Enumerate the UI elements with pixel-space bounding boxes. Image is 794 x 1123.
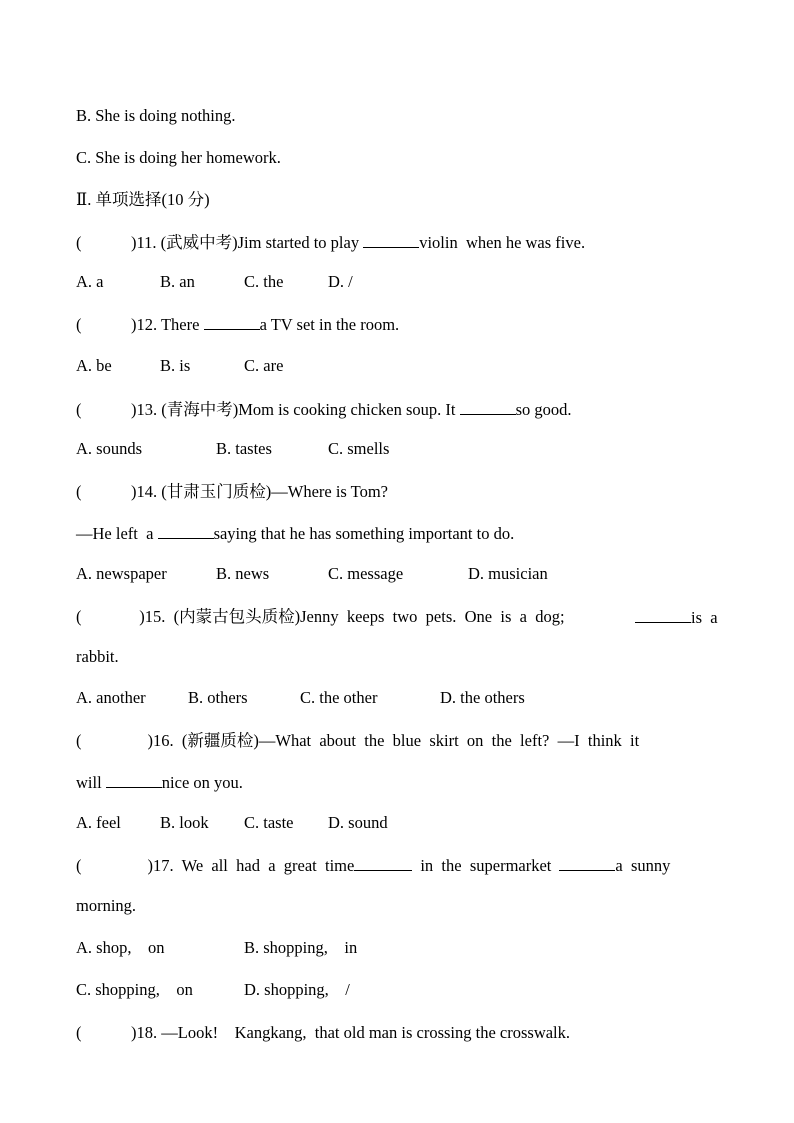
question-text: nice on you.	[161, 773, 243, 792]
answer-blank[interactable]	[363, 232, 419, 248]
option: C. shopping, on	[76, 980, 193, 999]
question-16	[76, 731, 639, 751]
option-b-text: B. She is doing nothing.	[76, 106, 236, 125]
question-text: a sunny	[615, 856, 671, 875]
answer-paren[interactable]: ( )	[76, 482, 137, 501]
option: B. look	[160, 813, 209, 832]
answer-paren[interactable]: ( )	[76, 731, 153, 750]
option: B. others	[188, 688, 248, 707]
question-text: 15. (内蒙古包头质检)Jenny keeps two pets. One is a dog;	[144, 607, 565, 626]
answer-blank[interactable]	[158, 523, 214, 539]
answer-paren[interactable]: ( )	[76, 315, 137, 334]
answer-blank[interactable]	[204, 314, 260, 330]
question-text: will	[76, 773, 106, 792]
option: C. the	[244, 272, 284, 291]
answer-paren[interactable]: ( )	[76, 1023, 137, 1042]
question-text: —He left a	[76, 524, 158, 543]
option: A. shop, on	[76, 938, 165, 957]
option: A. feel	[76, 813, 121, 832]
answer-paren[interactable]: ( )	[76, 856, 153, 875]
question-text: 16. (新疆质检)—What about the blue skirt on the left? —I think it	[153, 731, 640, 750]
question-text: 18. —Look! Kangkang, that old man is crossing the crosswalk.	[136, 1023, 571, 1042]
question-15	[76, 607, 718, 627]
question-13	[76, 399, 572, 420]
question-text: 13. (青海中考)Mom is cooking chicken soup. It	[136, 400, 460, 419]
answer-blank[interactable]	[354, 855, 412, 871]
answer-paren[interactable]: ( )	[76, 400, 137, 419]
option: A. another	[76, 688, 146, 707]
option: A. sounds	[76, 439, 143, 458]
question-16-cont	[76, 772, 243, 793]
option: B. news	[216, 564, 270, 583]
question-text: so good.	[515, 400, 572, 419]
option: B. an	[160, 272, 195, 291]
answer-paren[interactable]: ( )	[76, 607, 145, 626]
question-15-cont: rabbit.	[76, 647, 119, 666]
question-11	[76, 232, 585, 253]
question-text: violin when he was five.	[419, 233, 586, 252]
option: B. shopping, in	[244, 938, 358, 957]
answer-blank[interactable]	[559, 855, 615, 871]
question-text: 12. There	[136, 315, 204, 334]
option: C. message	[328, 564, 404, 583]
option: D. sound	[328, 813, 388, 832]
question-12	[76, 314, 399, 335]
section-heading: Ⅱ. 单项选择(10 分)	[76, 190, 210, 209]
question-text: 17. We all had a great time	[153, 856, 355, 875]
answer-blank[interactable]	[635, 607, 691, 623]
option: C. taste	[244, 813, 294, 832]
question-text: 14. (甘肃玉门质检)—Where is Tom?	[136, 482, 388, 501]
question-17	[76, 855, 670, 876]
question-text: saying that he has something important to do.	[213, 524, 515, 543]
option: D. /	[328, 272, 353, 291]
option: A. newspaper	[76, 564, 167, 583]
question-14	[76, 482, 388, 502]
question-text: is a	[691, 608, 718, 627]
option: B. tastes	[216, 439, 272, 458]
question-17-cont: morning.	[76, 896, 137, 915]
question-text: a TV set in the room.	[259, 315, 400, 334]
option-c-text: C. She is doing her homework.	[76, 148, 281, 167]
option: D. musician	[468, 564, 548, 583]
option: A. a	[76, 272, 104, 291]
question-14-cont	[76, 523, 514, 544]
option: B. is	[160, 356, 191, 375]
option: C. the other	[300, 688, 378, 707]
answer-paren[interactable]: ( )	[76, 233, 137, 252]
option: C. are	[244, 356, 284, 375]
option: D. shopping, /	[244, 980, 350, 999]
option: A. be	[76, 356, 112, 375]
question-text: in the supermarket	[420, 856, 552, 875]
answer-blank[interactable]	[106, 772, 162, 788]
option: C. smells	[328, 439, 390, 458]
question-text: 11. (武威中考)Jim started to play	[136, 233, 364, 252]
answer-blank[interactable]	[460, 399, 516, 415]
question-18	[76, 1023, 570, 1043]
option: D. the others	[440, 688, 525, 707]
